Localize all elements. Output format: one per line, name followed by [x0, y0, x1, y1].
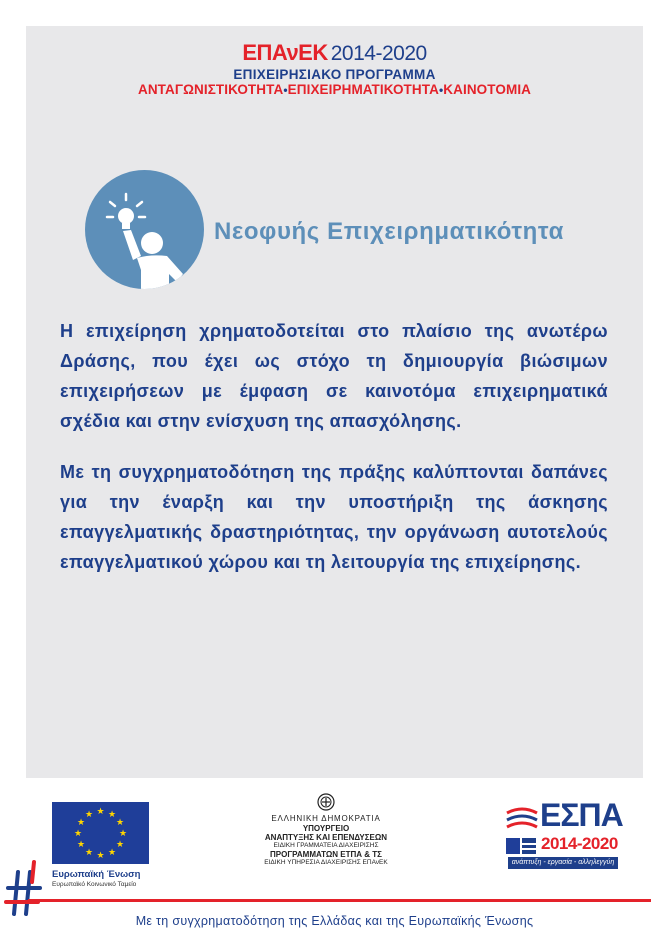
- svg-text:★: ★: [73, 829, 83, 839]
- tagline-part-3: ΚΑΙΝΟΤΟΜΙΑ: [443, 82, 532, 97]
- espa-logo: [505, 797, 623, 871]
- svg-text:★: ★: [107, 810, 117, 820]
- greek-emblem-icon: [317, 793, 335, 811]
- tagline-part-2: ΕΠΙΧΕΙΡΗΜΑΤΙΚΟΤΗΤΑ: [287, 82, 439, 97]
- svg-text:★: ★: [107, 848, 117, 858]
- svg-text:★: ★: [76, 840, 86, 850]
- description-paragraph-2: Με τη συγχρηματοδότηση της πράξης καλύπτονται δαπάνες για την έναρξη και την υποστήριξη της άσκησης επαγγελματικής δραστηριότητας, την οργάνωση αυτοτελούς επαγγελματικού χώρου και τη λειτουργία της επιχείρησης.: [60, 462, 608, 572]
- svg-text:★: ★: [84, 810, 94, 820]
- program-tagline: [26, 82, 643, 98]
- brand-years: 2014-2020: [330, 42, 427, 65]
- gov-line-5: ΠΡΟΓΡΑΜΜΑΤΩΝ ΕΤΠΑ & ΤΣ: [270, 850, 382, 859]
- svg-text:★: ★: [115, 840, 125, 850]
- svg-text:★: ★: [96, 807, 105, 817]
- eu-small-flag-icon: [506, 838, 536, 854]
- person-lightbulb-icon: [85, 170, 204, 289]
- gov-line-3: ΑΝΑΠΤΥΞΗΣ ΚΑΙ ΕΠΕΝΔΥΣΕΩΝ: [264, 833, 388, 842]
- espa-years: 2014-2020: [541, 834, 618, 853]
- espa-word: ΕΣΠΑ: [540, 797, 623, 833]
- gov-line-1: ΕΛΛΗΝΙΚΗ ΔΗΜΟΚΡΑΤΙΑ: [271, 814, 381, 823]
- tagline-separator: •: [283, 83, 288, 97]
- gov-line-6: ΕΙΔΙΚΗ ΥΠΗΡΕΣΙΑ ΔΙΑΧΕΙΡΙΣΗΣ ΕΠΑνΕΚ: [264, 859, 388, 866]
- gov-line-2: ΥΠΟΥΡΓΕΙΟ: [302, 824, 350, 833]
- eu-flag-icon: [52, 802, 149, 864]
- section-title: Νεοφυής Επιχειρηματικότητα: [214, 218, 564, 245]
- brand-name: ΕΠΑνΕΚ: [242, 40, 328, 65]
- tagline-separator: •: [438, 83, 444, 97]
- hashtag-logo-icon: [4, 858, 46, 918]
- svg-text:★: ★: [96, 851, 105, 861]
- program-header: [26, 40, 643, 98]
- footer-divider: [28, 899, 651, 902]
- description-paragraph-1: Η επιχείρηση χρηματοδοτείται στο πλαίσιο της ανωτέρω Δράσης, που έχει ως στόχο τη δημιουργία βιώσιμων επιχειρήσεων με έμφαση σε καινοτόμα επιχειρηματικά σχέδια και στην ενίσχυση της απασχόλησης.: [60, 321, 608, 431]
- program-brand: [26, 40, 643, 67]
- program-label: ΕΠΙΧΕΙΡΗΣΙΑΚΟ ΠΡΟΓΡΑΜΜΑ: [233, 67, 436, 82]
- espa-slogan: ανάπτυξη - εργασία - αλληλεγγύη: [508, 857, 618, 869]
- eu-name: Ευρωπαϊκή Ένωση: [52, 869, 141, 880]
- eu-fund: Ευρωπαϊκό Κοινωνικό Ταμείο: [52, 881, 137, 888]
- gov-line-4: ΕΙΔΙΚΗ ΓΡΑΜΜΑΤΕΙΑ ΔΙΑΧΕΙΡΙΣΗΣ: [273, 842, 379, 849]
- svg-text:★: ★: [118, 829, 128, 839]
- ministry-logo: [240, 793, 412, 867]
- funding-logos: [0, 790, 669, 890]
- footer-text: Με τη συγχρηματοδότηση της Ελλάδας και της Ευρωπαϊκής Ένωσης: [135, 914, 534, 928]
- svg-text:★: ★: [115, 818, 125, 828]
- tagline-part-1: ΑΝΤΑΓΩΝΙΣΤΙΚΟΤΗΤΑ: [137, 82, 284, 97]
- info-panel: [26, 26, 643, 778]
- svg-text:★: ★: [84, 848, 94, 858]
- svg-text:★: ★: [76, 818, 86, 828]
- espa-waves-icon: [505, 805, 539, 835]
